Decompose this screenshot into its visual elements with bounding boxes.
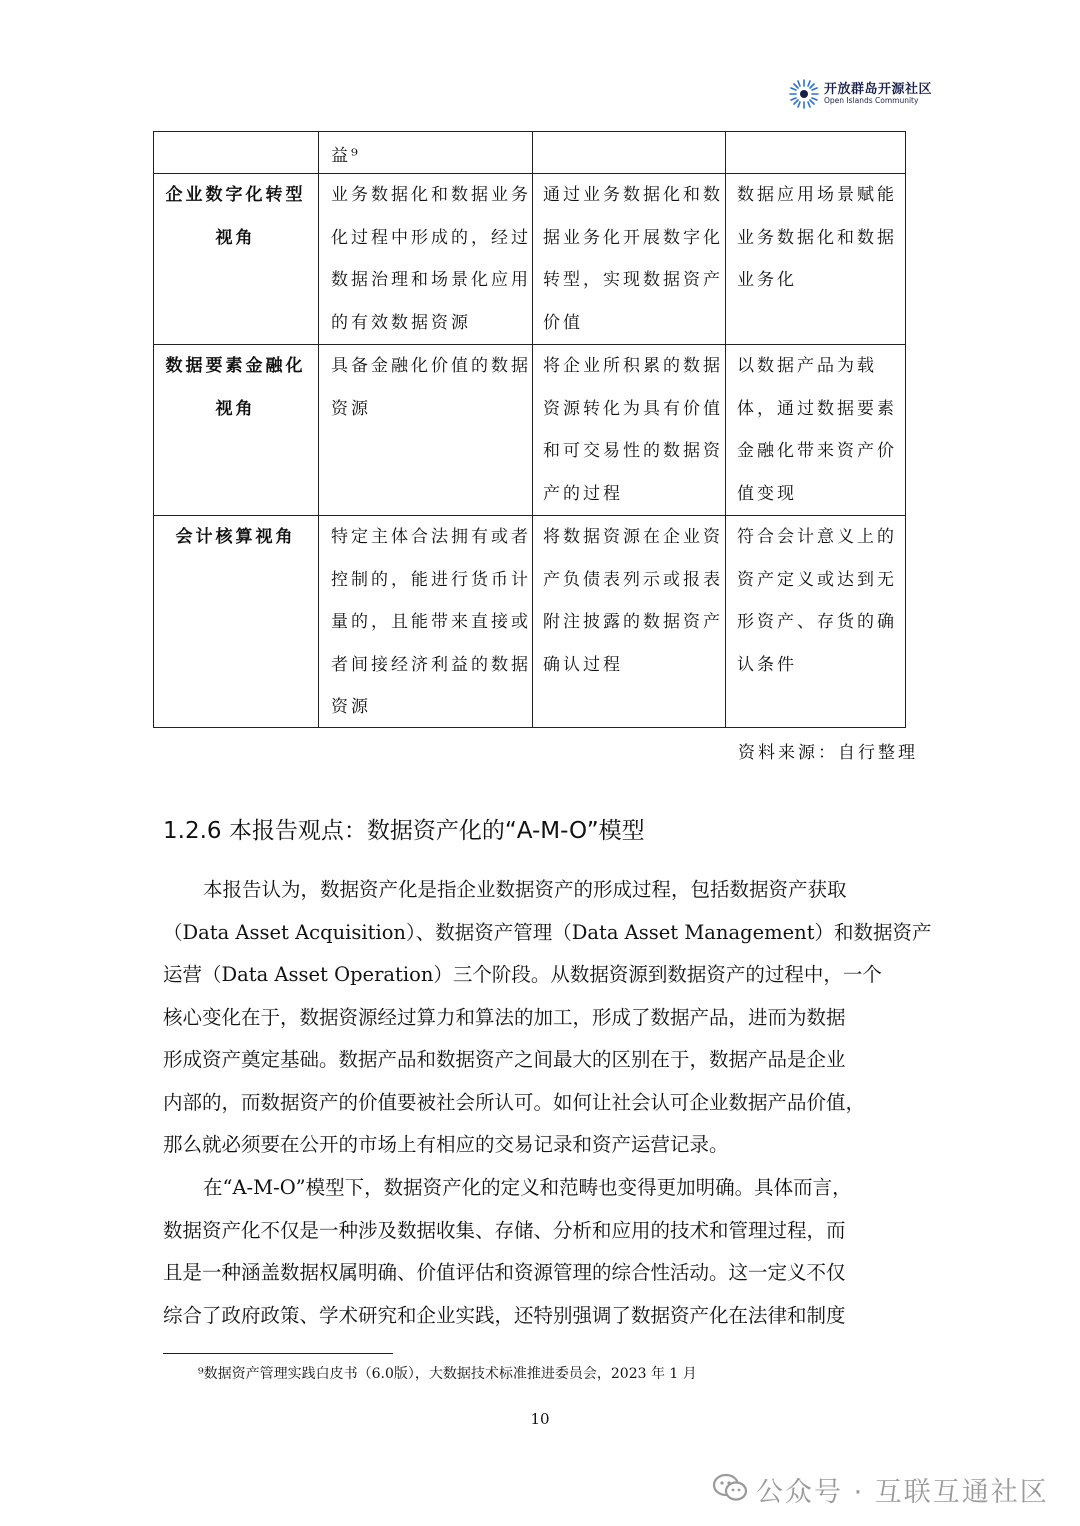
table-cell: 业务数据化和数据业务 化过程中形成的，经过 数据治理和场景化应用 的有效数据资源	[331, 185, 531, 333]
watermark-text: 公众号 · 互联互通社区	[756, 1477, 1049, 1508]
table-cell: 将企业所积累的数据 资源转化为具有价值 和可交易性的数据资 产的过程	[543, 356, 723, 504]
row-header: 数据要素金融化 视角	[165, 356, 306, 419]
column-divider	[532, 131, 533, 728]
footnote-rule	[163, 1353, 393, 1354]
header-logo	[788, 76, 933, 112]
table-cell: 具备金融化价值的数据 资源	[331, 356, 531, 419]
page-number: 10	[530, 1410, 550, 1428]
column-divider	[318, 131, 319, 728]
definition-table	[153, 131, 906, 728]
table-source: 资料来源：自行整理	[738, 743, 918, 763]
table-cell: 通过业务数据化和数 据业务化开展数字化 转型，实现数据资产 价值	[543, 185, 723, 333]
table-cell: 数据应用场景赋能 业务数据化和数据 业务化	[737, 185, 897, 290]
body-paragraph: 本报告认为，数据资产化是指企业数据资产的形成过程，包括数据资产获取 （Data Asset Acquisition）、数据资产管理（Data Asset Management）和数据资产 运营（Data Asset Operation）三个阶段。从数据资源到数据资产的过程中，一个 核心变化在于，数据资源经过算力和算法的加工，形成了数据产品，进而为数据 形成资产奠定基础。数据产品和数据资产之间最大的区别在于，数据产品是企业 内部的，而数据资产的价值要被社会所认可。如何让社会认可企业数据产品价值， 那么就必须要在公开的市场上有相应的交易记录和资产运营记录。	[163, 878, 932, 1156]
table-cell: 特定主体合法拥有或者 控制的，能进行货币计 量的，且能带来直接或 者间接经济利益的数据 资源	[331, 527, 531, 717]
section-heading: 1.2.6 本报告观点：数据资产化的“A-M-O”模型	[163, 818, 645, 844]
row-header: 企业数字化转型 视角	[165, 185, 306, 248]
table-row	[331, 135, 361, 178]
table-cell: 符合会计意义上的 资产定义或达到无 形资产、存货的确 认条件	[737, 527, 897, 675]
table-cell: 益⁹	[331, 146, 361, 166]
column-divider	[725, 131, 726, 728]
table-cell: 将数据资源在企业资 产负债表列示或报表 附注披露的数据资产 确认过程	[543, 527, 723, 675]
logo-title-cn: 开放群岛开源社区	[824, 82, 933, 97]
body-paragraph: 在“A-M-O”模型下，数据资产化的定义和范畴也变得更加明确。具体而言， 数据资产化不仅是一种涉及数据收集、存储、分析和应用的技术和管理过程，而 且是一种涵盖数据权属明确、价值评估和资源管理的综合性活动。这一定义不仅 综合了政府政策、学术研究和企业实践，还特别强调了数据资产化在法律和制度	[163, 1176, 852, 1327]
row-header: 会计核算视角	[175, 527, 296, 547]
logo-title-en: Open Islands Community	[824, 96, 919, 105]
wechat-icon	[712, 1472, 748, 1504]
table-cell: 以数据产品为载 体，通过数据要素 金融化带来资产价 值变现	[737, 356, 897, 504]
footnote: ⁹数据资产管理实践白皮书（6.0版），大数据技术标准推进委员会，2023 年 1 月	[198, 1366, 697, 1382]
sunburst-logo-icon	[788, 78, 820, 110]
